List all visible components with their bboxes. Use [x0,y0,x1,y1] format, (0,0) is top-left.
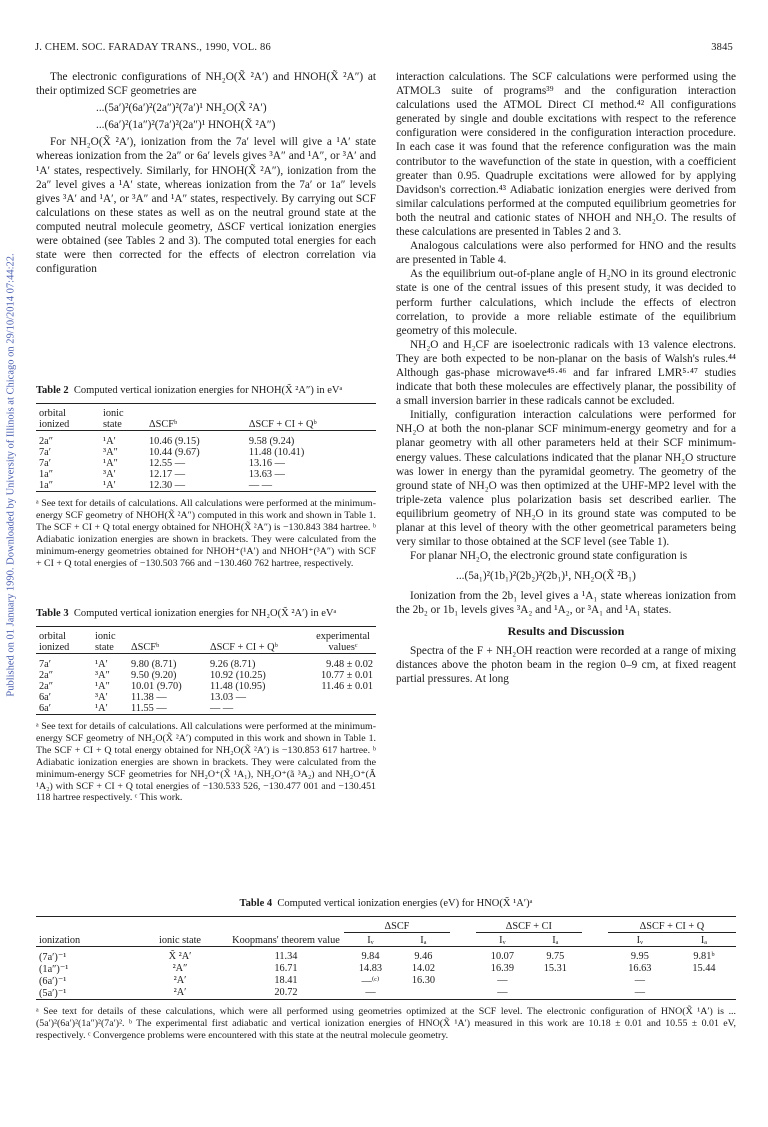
table-cell: 13.63 — [248,469,285,480]
section-heading: Results and Discussion [507,623,625,638]
column-header: Iₐ [552,935,559,946]
table-row [36,447,376,458]
table-cell: 10.77 ± 0.01 [321,670,373,681]
table-3-grid [36,626,376,717]
column-header: ΔSCF [344,917,450,933]
column-header: ΔSCF + CI + Qᵇ [210,642,278,653]
paragraph: Ionization from the 2b₁ level gives a ¹A₁ state whereas ionization from the 2b₂ or 1b₁ levels gives ³A₂ and ¹A₂, or ³A₁ and ¹A₁ states. [396,590,736,617]
table-caption [36,607,376,620]
table-label: Table 4 [239,898,273,909]
column-header: Iᵥ [636,935,644,946]
table-cell: ²A″ [172,963,188,974]
table-cell: 10.46 (9.15) [149,436,200,447]
table-label: Table 2 [36,385,69,396]
column-header: ΔSCFᵇ [149,419,178,430]
paragraph: Analogous calculations were also performed for HNO and the results are presented in Table 4. [396,240,736,267]
table-cell: 16.63 [628,963,652,974]
table-cell: ²A′ [173,987,187,998]
table-2 [36,384,376,569]
table-footnote: ᵃ See text for details of these calculations, which were all performed using geometries optimized at the SCF level. The electronic configuration of HNO(X̃ ¹A′) is ... (5a′)²(6a′)²(1a″)²(7a′)². ᵇ The experimental first adiabatic and vertical ionization energies of HNO(X̃ ¹A′) measured in this work are 10.18 ± 0.01 and 10.55 ± 0.01 eV, respectively. ᶜ Convergence problems were encountered with this state at the neutral molecule geometry. [36,1006,736,1041]
table-cell: 9.48 ± 0.02 [326,659,373,670]
table-cell [397,987,450,1000]
download-notice[interactable]: Published on 01 January 1990. Downloaded by University of Illinois at Chicago on 29/10/2014 07:44:22. [5,253,17,697]
table-cell: 1a″ [39,480,54,491]
table-cell: 18.41 [274,975,298,986]
table-cell: ¹A″ [95,681,110,692]
table-4 [36,897,736,1042]
table-cell [310,703,376,715]
table-cell: 20.72 [274,987,298,998]
table-cell: 16.39 [490,963,514,974]
table-cell: (7a′)⁻¹ [39,952,67,963]
column-header: orbital ionized [39,631,70,653]
column-header: experimental valuesᶜ [316,631,370,653]
paragraph: NH₂O and H₂CF are isoelectronic radicals with 13 valence electrons. They are both expected to be non-planar on the basis of Walsh's rules.⁴⁴ Although gas-phase microwave⁴⁵·⁴⁶ and far infrared LMR⁵·⁴⁷ studies indicate that both these molecules are effectively planar, the possibility of a small inversion barrier in these radicals cannot be excluded. [396,338,736,408]
configuration-nh2o: ...(5a′)²(6a′)²(2a″)²(7a′)¹ NH₂O(X̃ ²A′) [96,102,267,115]
table-cell [310,692,376,703]
column-header: Iᵥ [367,935,374,946]
table-cell: — [634,987,645,998]
column-header: ionic state [95,631,116,653]
paragraph: Spectra of the F + NH₂OH reaction were recorded at a range of mixing distances above the photon beam in the region 0–9 cm, at fixed reagent partial pressures. At long [396,644,736,685]
table-cell: 10.07 [490,951,514,962]
table-cell: 11.34 [274,951,298,962]
table-cell: 9.26 (8.71) [210,659,256,670]
table-caption [36,384,376,397]
paragraph: Initially, configuration interaction calculations were performed for NH₂O at both the non-planar SCF minimum-energy geometry and for a planar geometry with all other parameters held at their SCF minimum-energy values. These calculations indicated that the planar NH₂O structure was lower in energy than the pyramidal geometry. The geometry of the ground state of NH₂O was then optimized at the UHF-MP2 level with the triple-zeta valence plus polarization basis set described earlier. The equilibrium geometry of NH₂O in its ground state was computed to be planar at this level of theory with the other geometrical parameters being very similar to those obtained at the SCF level (see Table 1). [396,409,736,549]
table-cell: 15.31 [543,963,567,974]
table-row [36,436,376,447]
table-cell: 7a′ [39,458,51,469]
column-header: Iᵥ [499,935,506,946]
column-header: Iₐ [700,935,708,946]
table-row [36,975,736,987]
table-label: Table 3 [36,608,69,619]
table-4-grid [36,916,736,1002]
table-cell: — [497,975,508,986]
table-row [36,681,376,692]
table-caption [36,897,736,910]
column-header: ionization [39,935,81,946]
table-2-grid [36,403,376,494]
paragraph: interaction calculations. The SCF calculations were performed using the ATMOL3 suite of programs³⁹ and the configuration interaction calculations used the ATMOL Direct CI method.⁴² All configurations generated by single and double excitations with respect to the reference configuration were considered in the configuration interaction procedure. In each case it was found that the reference configuration was the main contributor to the wavefunction of the state in question, with a coefficient greater than 0.95. Quadruple excitations were allowed for by applying Davidson's correction.⁴³ Adiabatic ionization energies were derived from similar calculations performed at the computed equilibrium geometries for both the neutral and cationic states of NHOH and NH₂O. The results of these calculations are presented in Tables 2 and 3. [396,71,736,239]
table-cell: 9.84 [361,951,380,962]
table-cell: — [365,987,376,998]
column-header: ionic state [103,408,124,430]
table-cell: 1a″ [39,469,54,480]
table-cell: ¹A′ [103,480,116,491]
table-cell: (6a′)⁻¹ [39,976,67,987]
table-row [36,659,376,670]
column-header: orbital ionized [39,408,70,430]
table-cell: X̃ ²A′ [168,951,192,962]
table-cell: 16.30 [411,975,436,986]
table-cell: 13.03 — [210,692,247,703]
table-row [36,670,376,681]
paragraph: For planar NH₂O, the electronic ground state configuration is [410,550,688,563]
paragraph: For NH₂O(X̃ ²A′), ionization from the 7a′ level will give a ¹A′ state whereas ionization from the 2a″ or 6a′ levels gives ³A″ and ¹A″, or ³A′ and ¹A′ states, respectively. Similarly, for HNOH(X̃ ²A″), ionization from the 2a″ level gives a ¹A′ state, whereas ionization from the 7a′ or 1a″ levels gives ³A′ and ¹A′, or ³A″ and ¹A″ states, respectively. By carrying out SCF calculations on these states as well as on the neutral ground state at the computed neutral molecule geometry, ΔSCF vertical ionization energies were obtained (see Tables 2 and 3). The computed total energies for each state were then corrected for the effects of electron correlation via configuration [36,136,376,276]
column-header: ΔSCF + CI + Q [608,917,736,933]
table-cell: ¹A′ [95,703,108,714]
table-cell: ²A′ [173,975,187,986]
table-row [36,458,376,469]
table-row [36,951,736,963]
table-caption-text: Computed vertical ionization energies for NH₂O(X̃ ²A′) in eVᵃ [73,608,337,619]
configuration-hnoh: ...(6a′)²(1a″)²(7a′)²(2a″)¹ HNOH(X̃ ²A″) [96,119,276,132]
table-cell: 7a′ [39,447,51,458]
configuration-planar-nh2o: ...(5a₁)²(1b₁)²(2b₂)²(2b₁)¹, NH₂O(X̃ ²B₁) [456,570,636,583]
table-cell: 2a″ [39,670,54,681]
journal-header: J. CHEM. SOC. FARADAY TRANS., 1990, VOL. 86 [35,42,271,53]
table-cell: 15.44 [692,963,716,974]
table-cell: 12.55 — [149,458,186,469]
column-header: ΔSCF + CI [476,917,582,933]
table-cell: 10.92 (10.25) [210,670,266,681]
table-caption-text: Computed vertical ionization energies for NHOH(X̃ ²A″) in eVᵃ [73,385,343,396]
page-number: 3845 [711,42,733,53]
table-row [36,987,736,1000]
table-cell: 2a″ [39,681,54,692]
table-cell: 9.80 (8.71) [131,659,177,670]
table-footnote: ᵃ See text for details of calculations. All calculations were performed at the minimum-energy SCF geometry of NH₂O(X̃ ²A′) computed in this work and shown in Table 1. The SCF + CI + Q total energy obtained for NH₂O(X̃ ²A′) is −130.853 617 hartree. ᵇ Adiabatic ionization energies are shown in brackets. They were calculated from the minimum-energy SCF geometries for NH₂O⁺(X̃ ¹A₁), NH₂O⁺(ã ³A₂) and NH₂O⁺(Ã ¹A₂) with SCF + CI + Q total energies of −130.533 526, −130.477 001 and −130.451 118 hartree respectively. ᶜ This work. [36,721,376,804]
paragraph: As the equilibrium out-of-plane angle of H₂NO in its ground electronic state is one of the central issues of this present study, it was decided to perform further calculations, which include the effects of electron correlation, to provide a more reliable estimate of the equilibrium geometry of this molecule. [396,268,736,337]
table-cell: 10.44 (9.67) [149,447,200,458]
table-cell [672,987,736,1000]
table-row [36,692,376,703]
table-cell: 6a′ [39,703,51,714]
table-cell: 16.71 [274,963,298,974]
download-sidebar [4,210,18,740]
paragraph: The electronic configurations of NH₂O(X̃ ²A′) and HNOH(X̃ ²A″) at their optimized SCF geometries are [36,71,376,98]
table-cell: 6a′ [39,692,51,703]
table-row [36,963,736,975]
table-cell: —⁽ᶜ⁾ [361,976,380,987]
column-header: Iₐ [420,935,427,946]
table-cell: — — [210,703,234,714]
table-cell: 9.50 (9.20) [131,670,177,681]
table-cell: 9.81ᵇ [693,951,715,962]
table-cell: — [634,975,645,986]
table-cell: 14.02 [411,963,436,974]
table-cell: 11.48 (10.41) [248,447,305,458]
table-cell: 2a″ [39,436,54,447]
table-footnote: ᵃ See text for details of calculations. All calculations were performed at the minimum-energy SCF geometry of NHOH(X̃ ²A″) computed in this work and shown in Table 1. The SCF + CI + Q total energy obtained for NHOH(X̃ ²A″) is −130.843 384 hartree. ᵇ Adiabatic ionization energies are shown in brackets. They were calculated from the minimum-energy geometries obtained for NHOH⁺(¹A′) and NHOH⁺(³A″) with SCF + CI + Q total energies of −130.503 766 and −130.460 762 hartree, respectively. [36,498,376,569]
table-cell: 7a′ [39,659,51,670]
table-cell: 13.16 — [248,458,285,469]
table-cell: ³A″ [103,447,118,458]
table-cell: ¹A′ [95,659,108,670]
table-cell: ³A′ [103,469,116,480]
table-cell: 14.83 [358,963,383,974]
table-row [36,480,376,492]
left-column [36,70,376,276]
table-cell: 9.58 (9.24) [248,436,295,447]
table-cell: 9.75 [546,951,565,962]
table-cell: (1a″)⁻¹ [39,964,69,975]
column-header: ΔSCFᵇ [131,642,160,653]
table-row [36,469,376,480]
table-cell: (5a′)⁻¹ [39,988,67,999]
table-cell: 11.38 — [131,692,167,703]
table-cell: 11.48 (10.95) [210,681,266,692]
table-cell: 12.17 — [149,469,186,480]
table-cell: 10.01 (9.70) [131,681,182,692]
right-column [396,70,736,686]
table-cell: ³A′ [95,692,108,703]
table-cell: 9.46 [414,951,433,962]
table-cell: ¹A′ [103,436,116,447]
table-row [36,703,376,715]
column-header: ΔSCF + CI + Qᵇ [248,419,317,430]
table-3 [36,607,376,804]
column-header: ionic state [158,935,202,946]
table-cell [529,975,582,987]
table-cell [529,987,582,1000]
table-cell: 9.95 [630,951,649,962]
table-cell [672,975,736,987]
table-cell: — — [248,480,273,491]
table-caption-text: Computed vertical ionization energies (eV) for HNO(X̃ ¹A′)ᵃ [277,898,533,909]
table-cell: ³A″ [95,670,110,681]
column-header: Koopmans' theorem value [232,935,340,946]
table-cell: — [497,987,508,998]
table-cell: 12.30 — [149,480,186,491]
table-cell: ¹A″ [103,458,118,469]
table-cell: 11.55 — [131,703,167,714]
table-cell: 11.46 ± 0.01 [321,681,373,692]
